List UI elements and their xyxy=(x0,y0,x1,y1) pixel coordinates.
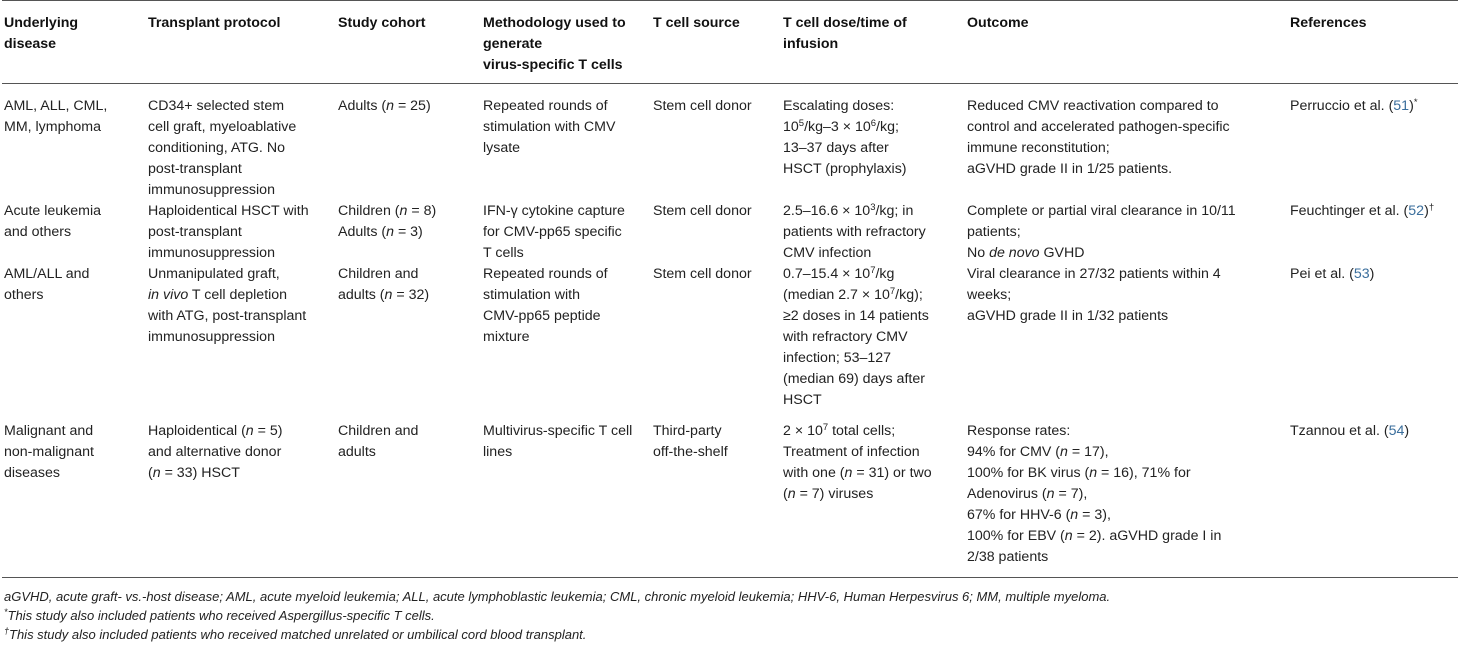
cell-text: CMV infection xyxy=(783,245,872,261)
cell-text: $0.7-15.4 \times 10^7/kg$ xyxy=(783,265,895,282)
cell-text: (median 69) days after xyxy=(783,371,925,387)
cell-text: with one (n = 31) or two xyxy=(783,465,932,481)
cell-method xyxy=(481,264,651,421)
cell-text: CD34+ selected stem xyxy=(148,98,285,114)
cell-text: diseases xyxy=(4,465,60,481)
cell-text: 94% for CMV (n = 17), xyxy=(967,444,1109,460)
cell-text: Acute leukemia xyxy=(4,203,101,219)
header-text: References xyxy=(1290,15,1367,31)
cell-text: Third-party xyxy=(653,423,722,439)
cell-text: Unmanipulated graft, xyxy=(148,266,280,282)
cell-source xyxy=(651,421,781,578)
cell-disease xyxy=(2,84,146,202)
header-text: disease xyxy=(4,36,57,52)
cell-text: $2 \times 10^7$ total cells; xyxy=(783,422,896,439)
cell-text: Children (n = 8) xyxy=(338,203,437,219)
cell-text: cell graft, myeloablative xyxy=(148,119,297,135)
cell-text: Stem cell donor xyxy=(653,203,752,219)
cell-reference xyxy=(1288,421,1458,578)
header-text: T cell source xyxy=(653,15,740,31)
cell-text: Children and xyxy=(338,266,419,282)
cell-cohort xyxy=(336,421,481,578)
cell-text: Malignant and xyxy=(4,423,94,439)
cell-method xyxy=(481,84,651,202)
cell-text: $2.5-16.6 \times 10^3/kg$; in xyxy=(783,202,914,219)
header-text: Outcome xyxy=(967,15,1029,31)
cell-text: with refractory CMV xyxy=(783,329,908,345)
cell-cohort xyxy=(336,84,481,202)
header-underlying-disease xyxy=(2,1,146,84)
cell-text: stimulation with xyxy=(483,287,580,303)
cell-text: mixture xyxy=(483,329,530,345)
cell-text: Children and xyxy=(338,423,419,439)
reference-footnote-mark: † xyxy=(1428,202,1435,213)
cell-cohort xyxy=(336,264,481,421)
reference-author: Perruccio et al. ( xyxy=(1290,98,1394,114)
cell-dose xyxy=(781,84,965,202)
table-row xyxy=(2,264,1458,421)
cell-text: 67% for HHV-6 (n = 3), xyxy=(967,507,1111,523)
cell-protocol xyxy=(146,264,336,421)
cell-text: IFN-γ cytokine capture xyxy=(483,203,625,219)
cell-disease xyxy=(2,421,146,578)
cell-protocol xyxy=(146,421,336,578)
reference-close: ) xyxy=(1409,98,1414,114)
cell-text: aGVHD grade II in 1/25 patients. xyxy=(967,161,1173,177)
cell-text: T cells xyxy=(483,245,524,261)
cell-disease xyxy=(2,264,146,421)
table-row xyxy=(2,201,1458,264)
cell-text: off-the-shelf xyxy=(653,444,728,460)
cell-source xyxy=(651,84,781,202)
reference-link[interactable]: 53 xyxy=(1353,266,1370,282)
cell-text: control and accelerated pathogen-specific xyxy=(967,119,1230,135)
cell-text: 13–37 days after xyxy=(783,140,889,156)
cell-text: Adenovirus (n = 7), xyxy=(967,486,1088,502)
cell-text: patients; xyxy=(967,224,1021,240)
cell-text: non-malignant xyxy=(4,444,94,460)
header-text: Methodology used to xyxy=(483,15,626,31)
cell-text: adults xyxy=(338,444,376,460)
footnote-text: This study also included patients who received matched unrelated or umbilical cord blood transplant. xyxy=(9,627,587,642)
cell-text: Haploidentical HSCT with xyxy=(148,203,309,219)
cell-dose xyxy=(781,201,965,264)
cell-reference xyxy=(1288,201,1458,264)
cell-text: Multivirus-specific T cell xyxy=(483,423,633,439)
cell-text: post-transplant xyxy=(148,224,242,240)
cell-text: Escalating doses: xyxy=(783,98,895,114)
cell-outcome xyxy=(965,264,1288,421)
cell-text: Reduced CMV reactivation compared to xyxy=(967,98,1219,114)
cell-text: lysate xyxy=(483,140,521,156)
cell-method xyxy=(481,421,651,578)
cell-text: Stem cell donor xyxy=(653,266,752,282)
reference-text xyxy=(1290,96,1452,117)
reference-close: ) xyxy=(1424,203,1429,219)
header-t-cell-dose xyxy=(781,1,965,84)
cell-protocol xyxy=(146,201,336,264)
cell-text: and others xyxy=(4,224,72,240)
header-references xyxy=(1288,1,1458,84)
cell-text: Repeated rounds of xyxy=(483,266,608,282)
cell-outcome xyxy=(965,201,1288,264)
cell-outcome xyxy=(965,84,1288,202)
header-text: Transplant protocol xyxy=(148,15,281,31)
reference-close: ) xyxy=(1404,423,1410,439)
reference-text xyxy=(1290,264,1452,285)
cell-text: and alternative donor xyxy=(148,444,282,460)
cell-text: infection; 53–127 xyxy=(783,350,892,366)
table-row xyxy=(2,421,1458,578)
cell-text: immune reconstitution; xyxy=(967,140,1110,156)
cell-text: immunosuppression xyxy=(148,329,275,345)
cell-text: with ATG, post-transplant xyxy=(148,308,307,324)
cell-text: 100% for BK virus (n = 16), 71% for xyxy=(967,465,1191,481)
reference-text xyxy=(1290,421,1452,442)
cell-outcome xyxy=(965,421,1288,578)
cell-text: weeks; xyxy=(967,287,1012,303)
cell-text: adults (n = 32) xyxy=(338,287,430,303)
header-text: Study cohort xyxy=(338,15,426,31)
reference-footnote-mark: * xyxy=(1413,97,1418,108)
cell-reference xyxy=(1288,264,1458,421)
header-study-cohort xyxy=(336,1,481,84)
cell-method xyxy=(481,201,651,264)
footnote xyxy=(4,625,1458,644)
cell-text: Repeated rounds of xyxy=(483,98,608,114)
cell-text: MM, lymphoma xyxy=(4,119,101,135)
reference-link[interactable]: 54 xyxy=(1388,423,1405,439)
cell-text: HSCT (prophylaxis) xyxy=(783,161,907,177)
cell-text: ≥2 doses in 14 patients xyxy=(783,308,929,324)
cell-text: (median $2.7 \times 10^7/kg$); xyxy=(783,286,923,303)
cell-text: immunosuppression xyxy=(148,182,275,198)
header-text: T cell dose/time of xyxy=(783,15,907,31)
cell-cohort xyxy=(336,201,481,264)
cell-text: 100% for EBV (n = 2). aGVHD grade I in xyxy=(967,528,1222,544)
cell-text: Adults (n = 25) xyxy=(338,98,431,114)
cell-dose xyxy=(781,421,965,578)
header-text: Underlying xyxy=(4,15,79,31)
reference-link[interactable]: 51 xyxy=(1393,98,1410,114)
cell-text: aGVHD grade II in 1/32 patients xyxy=(967,308,1169,324)
cell-text: in vivo T cell depletion xyxy=(148,287,288,303)
table-footnotes xyxy=(2,578,1458,644)
reference-author: Feuchtinger et al. ( xyxy=(1290,203,1409,219)
header-row xyxy=(2,1,1458,84)
header-outcome xyxy=(965,1,1288,84)
cell-text: Response rates: xyxy=(967,423,1071,439)
reference-close: ) xyxy=(1369,266,1375,282)
cell-text: No de novo GVHD xyxy=(967,245,1085,261)
cell-reference xyxy=(1288,84,1458,202)
cell-source xyxy=(651,201,781,264)
header-methodology xyxy=(481,1,651,84)
table-row xyxy=(2,84,1458,202)
cell-text: (n = 33) HSCT xyxy=(148,465,240,481)
footnote xyxy=(4,587,1458,606)
footnote-mark: * xyxy=(4,607,8,617)
cell-text: 2/38 patients xyxy=(967,549,1049,565)
cell-text: Viral clearance in 27/32 patients within 4 xyxy=(967,266,1221,282)
cell-text: (n = 7) viruses xyxy=(783,486,874,502)
cell-text: AML, ALL, CML, xyxy=(4,98,108,114)
footnote xyxy=(4,606,1458,625)
header-transplant-protocol xyxy=(146,1,336,84)
reference-author: Pei et al. ( xyxy=(1290,266,1354,282)
header-text: infusion xyxy=(783,36,839,52)
cell-text: Complete or partial viral clearance in 10/11 xyxy=(967,203,1236,219)
cell-source xyxy=(651,264,781,421)
reference-author: Tzannou et al. ( xyxy=(1290,423,1389,439)
cell-text: HSCT xyxy=(783,392,822,408)
reference-text xyxy=(1290,201,1452,222)
header-t-cell-source xyxy=(651,1,781,84)
cell-text: Adults (n = 3) xyxy=(338,224,423,240)
cell-dose xyxy=(781,264,965,421)
cell-text: Treatment of infection xyxy=(783,444,920,460)
cell-text: for CMV-pp65 specific xyxy=(483,224,622,240)
cell-disease xyxy=(2,201,146,264)
header-text: generate xyxy=(483,36,543,52)
reference-link[interactable]: 52 xyxy=(1408,203,1425,219)
footnote-mark: † xyxy=(4,626,10,636)
cell-text: Haploidentical (n = 5) xyxy=(148,423,283,439)
footnote-text: aGVHD, acute graft- vs.-host disease; AML, acute myeloid leukemia; ALL, acute lymphoblastic leukemia; CML, chronic myeloid leukemia; HHV-6, Human Herpesvirus 6; MM, multiple myeloma. xyxy=(4,589,1111,604)
cell-text: conditioning, ATG. No xyxy=(148,140,285,156)
cell-text: $10^5/kg-3 \times 10^6/kg$; xyxy=(783,118,899,135)
cell-text: immunosuppression xyxy=(148,245,275,261)
table-container xyxy=(2,0,1458,644)
cell-text: post-transplant xyxy=(148,161,242,177)
cell-text: lines xyxy=(483,444,513,460)
cell-protocol xyxy=(146,84,336,202)
cell-text: stimulation with CMV xyxy=(483,119,616,135)
cell-text: CMV-pp65 peptide xyxy=(483,308,601,324)
header-text: virus-specific T cells xyxy=(483,57,623,73)
table-body xyxy=(2,84,1458,578)
footnote-text: This study also included patients who received Aspergillus-specific T cells. xyxy=(7,608,435,623)
cell-text: others xyxy=(4,287,44,303)
cell-text: patients with refractory xyxy=(783,224,926,240)
cell-text: Stem cell donor xyxy=(653,98,752,114)
cell-text: AML/ALL and xyxy=(4,266,90,282)
virus-specific-t-cell-table xyxy=(2,0,1458,578)
